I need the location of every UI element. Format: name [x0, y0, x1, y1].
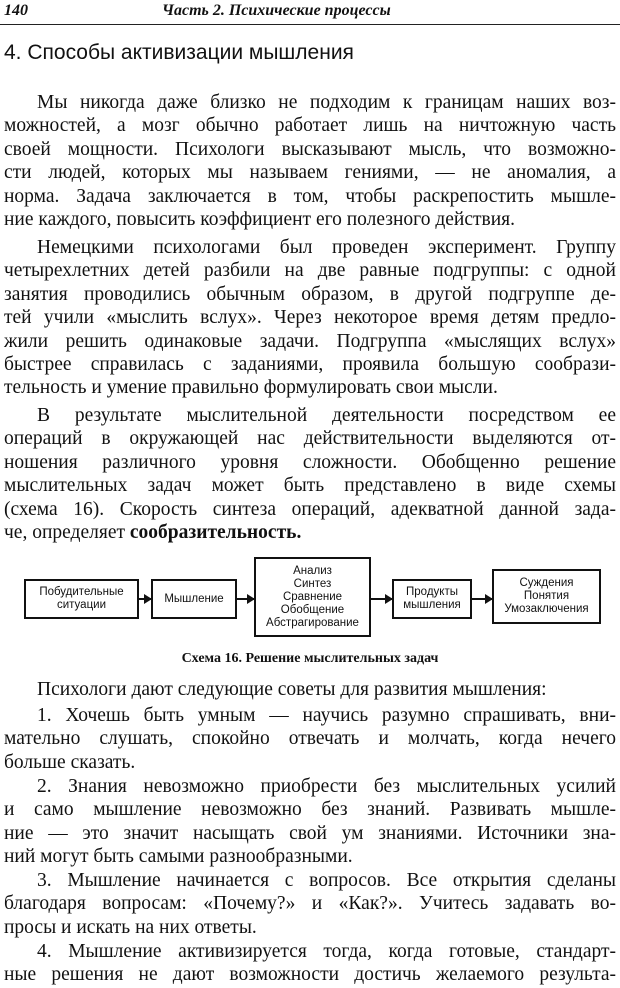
- text-line: ний могут быть самыми разнообразными.: [4, 846, 353, 868]
- box-text: Продукты: [406, 586, 458, 598]
- text-line: 4. Мышление активизируется тогда, когда готовые, стандарт-: [37, 941, 616, 962]
- text-line: В результате мыслительной деятельности посредством ее: [37, 405, 616, 426]
- box-text: Абстрагирование: [266, 616, 359, 629]
- box-text: Синтез: [293, 577, 332, 590]
- text-line: своей мощности. Психологи высказывают мысль, что возможно-: [4, 138, 616, 160]
- text-line: тельность и умение правильно формулировать свои мысли.: [4, 377, 498, 399]
- text-line: ные решения не дают возможности достичь желаемого результа-: [4, 964, 616, 986]
- paragraph-7: [4, 869, 616, 939]
- text-run: че, определяет: [4, 521, 130, 543]
- arrow-right-icon: [139, 598, 151, 600]
- page-header: [0, 0, 620, 26]
- text-line: 1. Хочешь быть умным — научись разумно спрашивать, вни-: [37, 705, 616, 726]
- paragraph-1: [4, 91, 616, 231]
- box-text: Обобщение: [280, 603, 345, 616]
- text-line: и само мышление невозможно без знаний. Развивать мышле-: [4, 799, 616, 821]
- paragraph-6: [4, 775, 616, 869]
- text-line: мательно слушать, спокойно отвечать и молчать, когда нечего: [4, 728, 616, 750]
- running-title: Часть 2. Психические процессы: [162, 2, 391, 19]
- paragraph-5: [4, 704, 616, 774]
- box-text: ситуации: [56, 599, 107, 611]
- text-line: занятия проводились обычным образом, в другой подгруппе де-: [4, 283, 616, 305]
- text-line: Мы никогда даже близко не подходим к границам наших воз-: [37, 92, 616, 113]
- text-line: операций в окружающей нас действительности выделяются от-: [4, 428, 616, 450]
- box-text: Побудительные: [39, 586, 124, 598]
- box-results: [492, 569, 601, 624]
- box-text: Сравнение: [282, 590, 343, 603]
- bold-term: сообразительность.: [129, 521, 302, 543]
- box-products: [392, 579, 472, 619]
- text-line: жили решить одинаковые задачи. Подгруппа «мыслящих вслух»: [4, 330, 616, 352]
- box-text: Мышление: [164, 592, 224, 605]
- scheme-diagram: [0, 553, 620, 653]
- paragraph-4: [4, 678, 616, 701]
- text-line: Психологи дают следующие советы для развития мышления:: [37, 679, 547, 700]
- text-line: 2. Знания невозможно приобрести без мыслительных усилий: [37, 776, 616, 797]
- text-line: можностей, а мозг обычно работает лишь на ничтожную часть: [4, 115, 616, 137]
- figure-caption: Схема 16. Решение мыслительных задач: [181, 651, 439, 666]
- paragraph-3: [4, 404, 616, 544]
- box-motivating-situations: [24, 579, 139, 619]
- text-line: мыслительных задач может быть представлено в виде схемы: [4, 475, 616, 497]
- text-line: 3. Мышление начинается с вопросов. Все открытия сделаны: [37, 870, 616, 891]
- paragraph-2: [4, 236, 616, 400]
- arrow-right-icon: [472, 598, 492, 600]
- box-text: Суждения: [519, 577, 574, 589]
- box-text: Анализ: [293, 564, 332, 577]
- text-line: Немецкими психологами был проведен эксперимент. Группу: [37, 237, 616, 258]
- page-number: 140: [4, 2, 28, 19]
- arrow-right-icon: [371, 598, 392, 600]
- box-text: мышления: [403, 599, 461, 611]
- text-line: больше сказать.: [4, 751, 136, 773]
- paragraph-8: [4, 940, 616, 987]
- text-line: быстрее справилась с заданиями, проявила большую сообрази-: [4, 353, 616, 375]
- text-line: норма. Задача заключается в том, чтобы раскрепостить мышле-: [4, 185, 616, 207]
- box-thinking: [151, 579, 237, 619]
- text-line: (схема 16). Скорость синтеза операций, адекватной данной зада-: [4, 498, 616, 520]
- text-line: четырехлетних детей разбили на две равные подгруппы: с одной: [4, 260, 616, 282]
- text-line: ношения различного уровня сложности. Обобщенно решение: [4, 451, 616, 473]
- text-line: просы и искать на них ответы.: [4, 916, 257, 938]
- text-line: ние каждого, повысить коэффициент его полезного действия.: [4, 208, 515, 230]
- text-line: благодаря вопросам: «Почему?» и «Как?». Учитесь задавать во-: [4, 893, 616, 915]
- text-line: сти людей, которых мы называем гениями, — не аномалия, а: [4, 162, 616, 184]
- header-divider: [0, 24, 620, 25]
- box-text: Умозаключения: [504, 603, 589, 615]
- section-title: 4. Способы активизации мышления: [4, 41, 354, 64]
- arrow-right-icon: [237, 598, 254, 600]
- text-line: ние — это значит насыщать свой ум знаниями. Источники зна-: [4, 822, 616, 844]
- box-text: Понятия: [523, 590, 570, 602]
- text-line: тей учили «мыслить вслух». Через некоторое время детям предло-: [4, 307, 616, 329]
- text-line: [4, 521, 616, 544]
- box-operations: [254, 557, 371, 637]
